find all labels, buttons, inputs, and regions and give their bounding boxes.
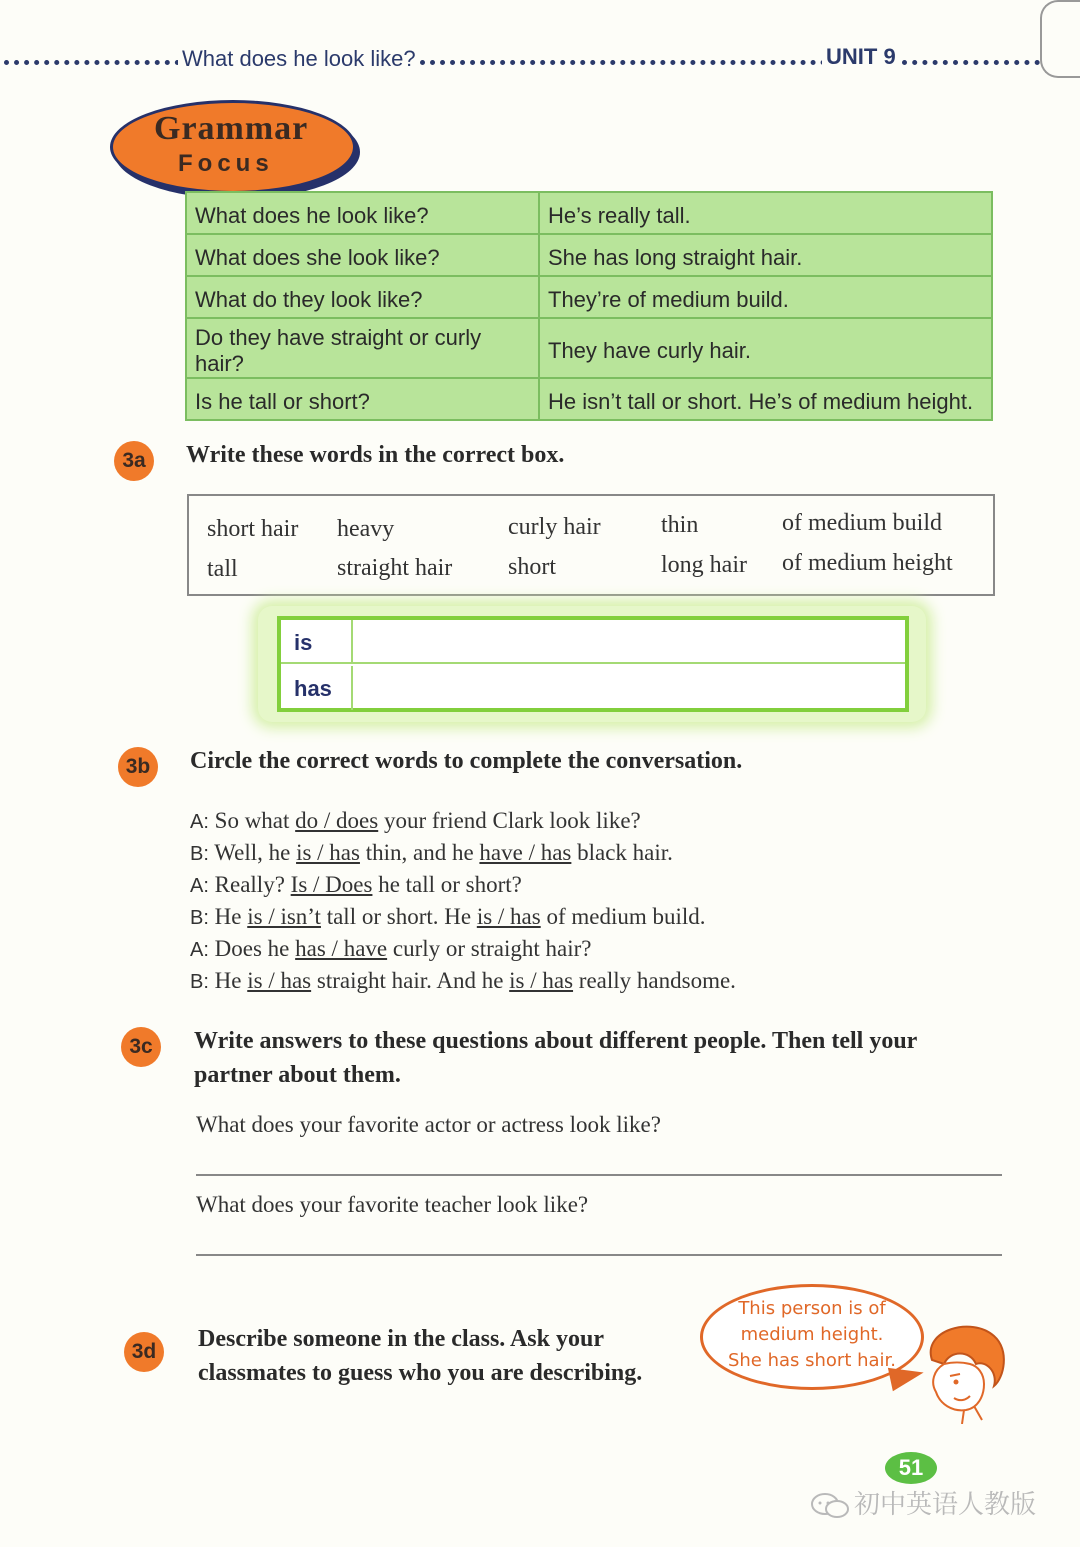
word-bank-item: short <box>508 554 556 580</box>
table-answer: She has long straight hair. <box>539 234 992 276</box>
exercise-number-3c: 3c <box>121 1027 161 1067</box>
exercise-number-3b: 3b <box>118 747 158 787</box>
word-bank-item: tall <box>207 556 238 582</box>
table-question: Do they have straight or curly hair? <box>186 318 539 378</box>
choice-option[interactable]: have / has <box>479 840 572 865</box>
conversation-line <box>190 840 673 866</box>
watermark-text: 初中英语人教版 <box>854 1490 1037 1520</box>
line-text: your friend Clark look like? <box>378 808 641 833</box>
bubble-line: medium height. <box>740 1324 884 1345</box>
table-row <box>186 234 992 276</box>
line-text: black hair. <box>571 840 673 865</box>
question-teacher: What does your favorite teacher look like? <box>196 1192 589 1217</box>
bubble-line: This person is of <box>738 1298 886 1319</box>
exercise-3b-title: Circle the correct words to complete the conversation. <box>190 748 743 774</box>
choice-option[interactable]: has / have <box>295 936 388 961</box>
table-answer: They have curly hair. <box>539 318 992 378</box>
header-dots-middle <box>410 60 826 65</box>
table-row <box>186 192 992 234</box>
bubble-line: She has short hair. <box>727 1350 897 1371</box>
table-question: Is he tall or short? <box>186 378 539 420</box>
choice-option[interactable]: is / isn’t <box>247 904 321 929</box>
header-title: What does he look like? <box>178 46 420 72</box>
choice-option[interactable]: is / has <box>247 968 312 993</box>
table-answer: He’s really tall. <box>539 192 992 234</box>
word-bank-item: curly hair <box>508 514 601 540</box>
choice-option[interactable]: Is / Does <box>290 872 373 897</box>
answer-line-actor[interactable] <box>196 1174 1002 1176</box>
is-row[interactable] <box>281 620 905 664</box>
speaker-label: B: <box>190 843 209 865</box>
speaker-label: B: <box>190 907 209 929</box>
word-bank-item: heavy <box>337 516 395 542</box>
table-row <box>186 318 992 378</box>
is-has-answer-box <box>277 616 909 712</box>
grammar-focus-word2: Focus <box>178 150 274 177</box>
table-row <box>186 378 992 420</box>
conversation-line <box>190 936 591 962</box>
conversation-line <box>190 968 736 994</box>
exercise-3d-title-line2: classmates to guess who you are describing. <box>198 1360 643 1386</box>
is-label: is <box>281 620 353 662</box>
exercise-3d-title-line1: Describe someone in the class. Ask your <box>198 1326 604 1352</box>
table-answer: He isn’t tall or short. He’s of medium height. <box>539 378 992 420</box>
word-bank-item: short hair <box>207 516 299 542</box>
speaker-label: A: <box>190 875 209 897</box>
line-text: Does he <box>208 936 296 961</box>
word-bank-item: thin <box>661 512 699 538</box>
chat-bubbles-icon <box>810 1491 850 1521</box>
line-text: Well, he <box>208 840 297 865</box>
table-row <box>186 276 992 318</box>
conversation-line <box>190 872 522 898</box>
exercise-3c-title-line1: Write answers to these questions about different people. Then tell your <box>194 1028 918 1054</box>
line-text: He <box>208 904 248 929</box>
table-question: What does he look like? <box>186 192 539 234</box>
word-bank-item: of medium height <box>782 550 953 576</box>
header-dots-right <box>902 60 1050 65</box>
conversation-line <box>190 808 641 834</box>
speaker-label: A: <box>190 811 209 833</box>
grammar-focus-word1: Grammar <box>154 110 309 147</box>
speaker-label: B: <box>190 971 209 993</box>
grammar-focus-table <box>185 191 993 421</box>
word-bank-item: of medium build <box>782 510 942 536</box>
choice-option[interactable]: do / does <box>295 808 379 833</box>
line-text: he tall or short? <box>372 872 522 897</box>
table-question: What do they look like? <box>186 276 539 318</box>
exercise-3c-title-line2: partner about them. <box>194 1062 401 1088</box>
header-dots-left <box>4 60 180 65</box>
has-label: has <box>281 666 353 710</box>
page-number: 51 <box>885 1452 937 1484</box>
line-text: He <box>208 968 248 993</box>
line-text: So what <box>208 808 296 833</box>
line-text: Really? <box>208 872 291 897</box>
line-text: thin, and he <box>359 840 480 865</box>
header-unit: UNIT 9 <box>822 44 900 70</box>
line-text: really handsome. <box>573 968 736 993</box>
answer-line-teacher[interactable] <box>196 1254 1002 1256</box>
running-header <box>0 42 1050 82</box>
table-question: What does she look like? <box>186 234 539 276</box>
conversation-line <box>190 904 706 930</box>
choice-option[interactable]: is / has <box>509 968 574 993</box>
choice-option[interactable]: is / has <box>296 840 360 865</box>
exercise-3a-title: Write these words in the correct box. <box>186 442 565 468</box>
exercise-number-3a: 3a <box>114 441 154 481</box>
line-text: curly or straight hair? <box>387 936 592 961</box>
word-bank-box <box>187 494 995 596</box>
line-text: straight hair. And he <box>311 968 510 993</box>
has-row[interactable] <box>281 666 905 710</box>
word-bank-item: long hair <box>661 552 747 578</box>
word-bank-item: straight hair <box>337 555 453 581</box>
question-actor: What does your favorite actor or actress look like? <box>196 1112 661 1137</box>
page-edge-tab <box>1040 0 1080 78</box>
watermark <box>810 1484 1036 1521</box>
choice-option[interactable]: is / has <box>476 904 541 929</box>
line-text: of medium build. <box>540 904 706 929</box>
girl-face-icon <box>912 1320 1006 1424</box>
speech-bubble-text <box>712 1296 912 1374</box>
speaker-label: A: <box>190 939 209 961</box>
exercise-number-3d: 3d <box>124 1332 164 1372</box>
line-text: tall or short. He <box>320 904 477 929</box>
table-answer: They’re of medium build. <box>539 276 992 318</box>
